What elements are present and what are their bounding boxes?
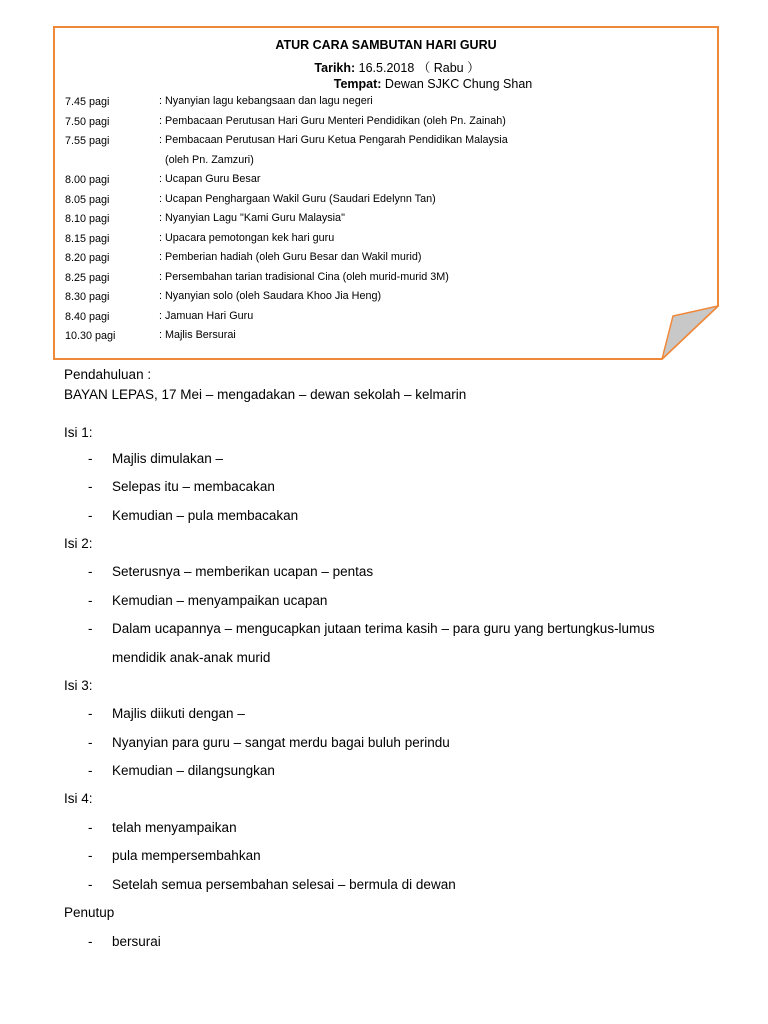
schedule-time: 8.25 pagi bbox=[65, 271, 110, 284]
schedule-activity: : Pemberian hadiah (oleh Guru Besar dan Wakil murid) bbox=[159, 251, 422, 263]
schedule-time: 8.20 pagi bbox=[65, 252, 110, 264]
schedule-time: 8.30 pagi bbox=[65, 291, 110, 303]
date-value: 16.5.2018 （ Rabu ） bbox=[358, 61, 480, 75]
schedule-activity: : Upacara pemotongan kek hari guru bbox=[159, 231, 335, 244]
schedule-row bbox=[65, 330, 665, 350]
bullet-text: Kemudian – pula membacakan bbox=[112, 508, 299, 523]
date-label: Tarikh: bbox=[314, 61, 356, 75]
schedule-activity: : Ucapan Guru Besar bbox=[159, 173, 261, 185]
schedule-time: 8.05 pagi bbox=[65, 193, 110, 206]
schedule-activity: : Pembacaan Perutusan Hari Guru Menteri Pendidikan (oleh Pn. Zainah) bbox=[159, 114, 506, 127]
schedule-activity: : Nyanyian Lagu "Kami Guru Malaysia" bbox=[159, 212, 345, 224]
bullet-dash: - bbox=[88, 706, 93, 721]
notice-date bbox=[64, 58, 730, 76]
bullet-dash: - bbox=[88, 479, 93, 494]
section-heading: Isi 2: bbox=[64, 536, 93, 551]
schedule-activity: : Ucapan Penghargaan Wakil Guru (Saudari Edelynn Tan) bbox=[159, 192, 436, 205]
schedule-time: 8.00 pagi bbox=[65, 174, 110, 186]
bullet-dash: - bbox=[88, 564, 93, 579]
schedule-list bbox=[65, 96, 665, 350]
bullet-text: Seterusnya – memberikan ucapan – pentas bbox=[112, 564, 374, 579]
bullet-dash: - bbox=[88, 848, 93, 863]
schedule-time: 8.40 pagi bbox=[65, 310, 110, 323]
schedule-time: 7.50 pagi bbox=[65, 115, 110, 128]
bullet-dash: - bbox=[88, 763, 93, 778]
bullet-dash: - bbox=[88, 593, 93, 608]
notice-place bbox=[100, 77, 766, 91]
bullet-text: Setelah semua persembahan selesai – bermula di dewan bbox=[112, 877, 456, 892]
bullet-text: Nyanyian para guru – sangat merdu bagai buluh perindu bbox=[112, 735, 450, 750]
section-heading: Penutup bbox=[64, 905, 115, 920]
schedule-activity: : Persembahan tarian tradisional Cina (oleh murid-murid 3M) bbox=[159, 270, 449, 283]
bullet-dash: - bbox=[88, 820, 93, 835]
place-value: Dewan SJKC Chung Shan bbox=[384, 77, 533, 91]
section-heading: Isi 3: bbox=[64, 678, 93, 693]
bullet-dash: - bbox=[88, 735, 93, 750]
schedule-note bbox=[53, 26, 719, 360]
notice-title: ATUR CARA SAMBUTAN HARI GURU bbox=[275, 38, 497, 52]
activity-line: : Pembacaan Perutusan Hari Guru Ketua Pengarah Pendidikan Malaysia bbox=[159, 134, 508, 146]
schedule-row bbox=[65, 135, 665, 174]
intro-text: BAYAN LEPAS, 17 Mei – mengadakan – dewan sekolah – kelmarin bbox=[64, 387, 467, 402]
bullet-text: mendidik anak-anak murid bbox=[112, 650, 271, 665]
bullet-dash: - bbox=[88, 934, 93, 949]
bullet-dash: - bbox=[88, 451, 93, 466]
schedule-time: 8.15 pagi bbox=[65, 232, 110, 245]
schedule-activity: : Nyanyian lagu kebangsaan dan lagu negeri bbox=[159, 95, 373, 107]
section-heading: Isi 4: bbox=[64, 791, 93, 806]
bullet-text: Majlis dimulakan – bbox=[112, 451, 224, 466]
schedule-time: 7.45 pagi bbox=[65, 96, 110, 108]
schedule-time: 7.55 pagi bbox=[65, 135, 110, 147]
activity-line-continued: (oleh Pn. Zamzuri) bbox=[159, 153, 254, 166]
schedule-activity: : Nyanyian solo (oleh Saudara Khoo Jia Heng) bbox=[159, 290, 382, 302]
section-heading: Isi 1: bbox=[64, 425, 93, 440]
bullet-dash: - bbox=[88, 508, 93, 523]
bullet-text: telah menyampaikan bbox=[112, 820, 237, 835]
schedule-activity: : Majlis Bersurai bbox=[159, 329, 236, 341]
intro-heading: Pendahuluan : bbox=[64, 367, 152, 382]
bullet-text: Kemudian – dilangsungkan bbox=[112, 763, 275, 778]
bullet-dash: - bbox=[88, 621, 93, 636]
bullet-text: Kemudian – menyampaikan ucapan bbox=[112, 593, 328, 608]
bullet-text: pula mempersembahkan bbox=[112, 848, 261, 863]
bullet-text: Dalam ucapannya – mengucapkan jutaan terima kasih – para guru yang bertungkus-lumus bbox=[112, 621, 655, 636]
schedule-activity bbox=[159, 131, 659, 170]
bullet-text: bersurai bbox=[112, 934, 161, 949]
place-label: Tempat: bbox=[333, 77, 382, 91]
bullet-text: Majlis diikuti dengan – bbox=[112, 706, 245, 721]
bullet-dash: - bbox=[88, 877, 93, 892]
schedule-time: 8.10 pagi bbox=[65, 213, 110, 225]
schedule-activity: : Jamuan Hari Guru bbox=[159, 309, 254, 322]
schedule-time: 10.30 pagi bbox=[65, 330, 116, 342]
bullet-text: Selepas itu – membacakan bbox=[112, 479, 275, 494]
